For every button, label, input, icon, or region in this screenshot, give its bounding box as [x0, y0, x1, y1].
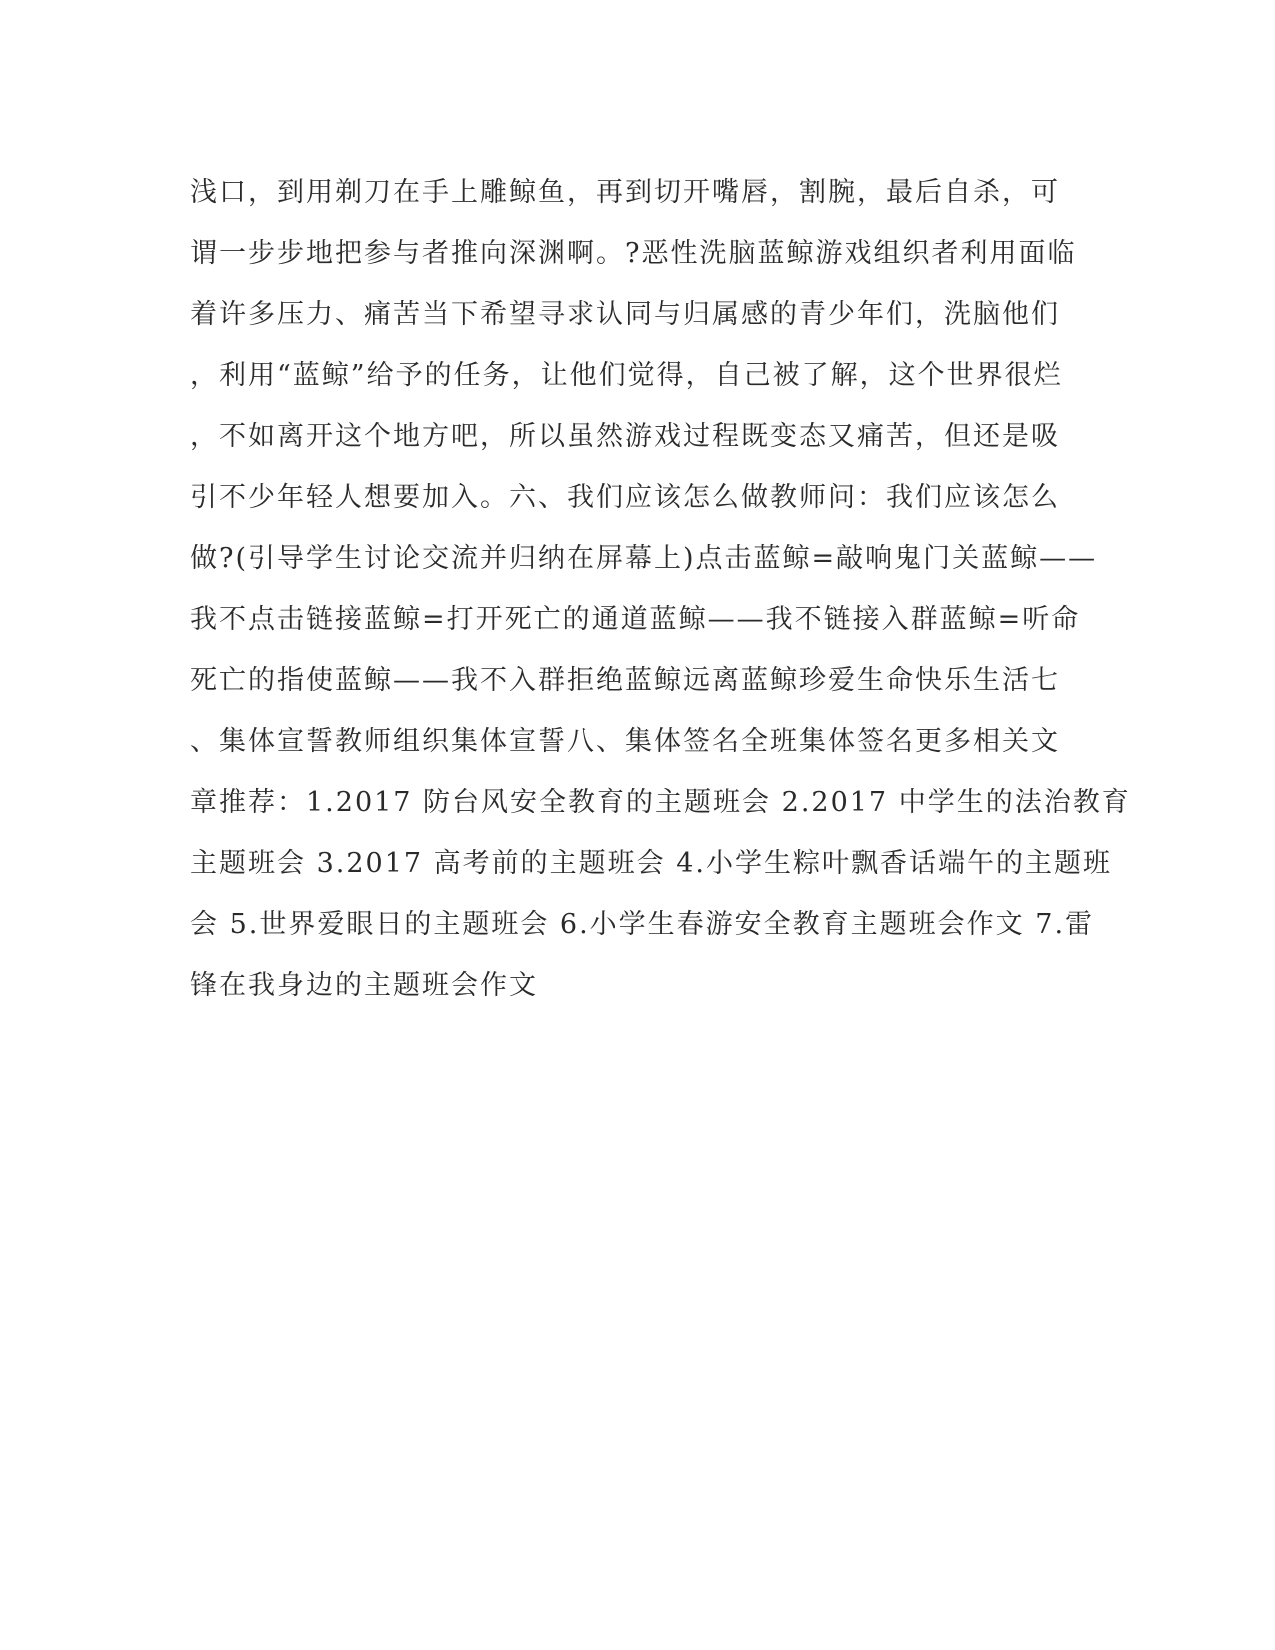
text-line: ，利用“蓝鲸”给予的任务，让他们觉得，自己被了解，这个世界很烂: [190, 360, 1063, 391]
text-line: 着许多压力、痛苦当下希望寻求认同与归属感的青少年们，洗脑他们: [190, 299, 1060, 330]
text-line: ，不如离开这个地方吧，所以虽然游戏过程既变态又痛苦，但还是吸: [190, 421, 1060, 452]
body-text: [190, 162, 1131, 1016]
text-line: 我不点击链接蓝鲸=打开死亡的通道蓝鲸——我不链接入群蓝鲸=听命: [190, 604, 1081, 635]
text-line: 会 5.世界爱眼日的主题班会 6.小学生春游安全教育主题班会作文 7.雷: [190, 909, 1095, 940]
text-line: 浅口，到用剃刀在手上雕鲸鱼，再到切开嘴唇，割腕，最后自杀，可: [190, 177, 1060, 208]
text-line: 引不少年轻人想要加入。六、我们应该怎么做教师问：我们应该怎么: [190, 482, 1060, 513]
text-line: 锋在我身边的主题班会作文: [190, 970, 538, 1001]
text-line: 做?(引导学生讨论交流并归纳在屏幕上)点击蓝鲸=敲响鬼门关蓝鲸——: [190, 543, 1098, 574]
text-line: 死亡的指使蓝鲸——我不入群拒绝蓝鲸远离蓝鲸珍爱生命快乐生活七: [190, 665, 1060, 696]
text-line: 章推荐：1.2017 防台风安全教育的主题班会 2.2017 中学生的法治教育: [190, 787, 1131, 818]
text-line: 主题班会 3.2017 高考前的主题班会 4.小学生粽叶飘香话端午的主题班: [190, 848, 1112, 879]
text-line: 、集体宣誓教师组织集体宣誓八、集体签名全班集体签名更多相关文: [190, 726, 1060, 757]
text-line: 谓一步步地把参与者推向深渊啊。?恶性洗脑蓝鲸游戏组织者利用面临: [190, 238, 1077, 269]
